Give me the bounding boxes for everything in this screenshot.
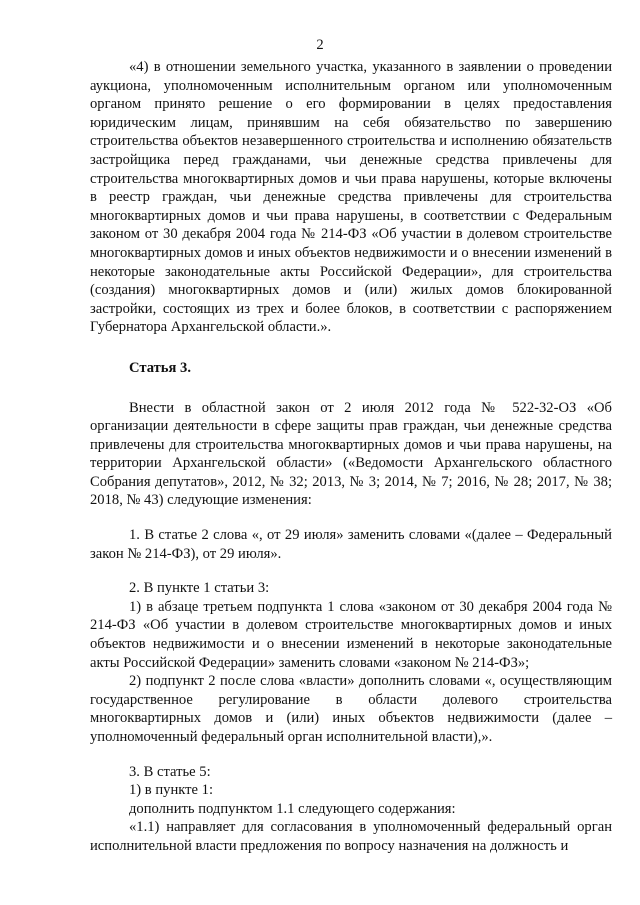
paragraph-amendment-2-2: 2) подпункт 2 после слова «власти» дополнить словами «, осуществляющим государственное регулирование в области долевого строительства многоквартирных домов и (или) иных объектов недвижимости (далее – уполномоченный федеральный орган исполнительной власти),». bbox=[90, 673, 612, 745]
paragraph-amendment-3-1-1: «1.1) направляет для согласования в уполномоченный федеральный орган исполнительной власти предложения по вопросу назначения на должность и bbox=[90, 819, 612, 854]
article-3-heading: Статья 3. bbox=[129, 359, 191, 376]
paragraph-amendment-3-1: 1) в пункте 1: bbox=[129, 782, 214, 799]
paragraph-article2-item4: «4) в отношении земельного участка, указанного в заявлении о проведении аукциона, уполномоченным исполнительным органом или уполномоченным органом принято решение о его формировании в целях предоставления юридическим лицам, принявшим на себя обязательство по завершению строительства объектов незавершенного строительства и исполнению обязательств застройщика перед гражданами, чьи денежные средства привлечены для строительства многоквартирных домов и чьи права нарушены, которые включены в реестр граждан, чьи денежные средства привлечены для строительства многоквартирных домов и чьи права нарушены, в соответствии с Федеральным законом от 30 декабря 2004 года № 214-ФЗ «Об участии в долевом строительстве многоквартирных домов и иных объектов недвижимости и о внесении изменений в некоторые законодательные акты Российской Федерации», для строительства (создания) многоквартирных домов и (или) жилых домов блокированной застройки, состоящих из трех и более блоков, в соответствии с распоряжением Губернатора Архангельской области.». bbox=[90, 59, 612, 336]
paragraph-amendment-3-heading: 3. В статье 5: bbox=[129, 763, 211, 780]
paragraph-amendment-2-heading: 2. В пункте 1 статьи 3: bbox=[129, 580, 270, 597]
paragraph-amendment-2-1: 1) в абзаце третьем подпункта 1 слова «законом от 30 декабря 2004 года № 214-ФЗ «Об участии в долевом строительстве многоквартирных домов и иных объектов недвижимости и о внесении изменений в некоторые законодательные акты Российской Федерации» заменить словами «законом № 214-ФЗ»; bbox=[90, 598, 612, 671]
document-body bbox=[90, 58, 612, 856]
paragraph-amendment-3-1-add: дополнить подпунктом 1.1 следующего содержания: bbox=[129, 800, 456, 817]
page-number: 2 bbox=[316, 37, 324, 53]
paragraph-amendment-1: 1. В статье 2 слова «, от 29 июля» заменить словами «(далее – Федеральный закон № 214-ФЗ), от 29 июля». bbox=[90, 527, 612, 562]
paragraph-article3-intro: Внести в областной закон от 2 июля 2012 года № 522-32-ОЗ «Об организации деятельности в сфере защиты прав граждан, чьи денежные средства привлечены для строительства многоквартирных домов и чьи права нарушены, на территории Архангельской области» («Ведомости Архангельского областного Собрания депутатов», 2012, № 32; 2013, № 3; 2014, № 7; 2016, № 28; 2017, № 38; 2018, № 43) следующие изменения: bbox=[90, 399, 612, 509]
